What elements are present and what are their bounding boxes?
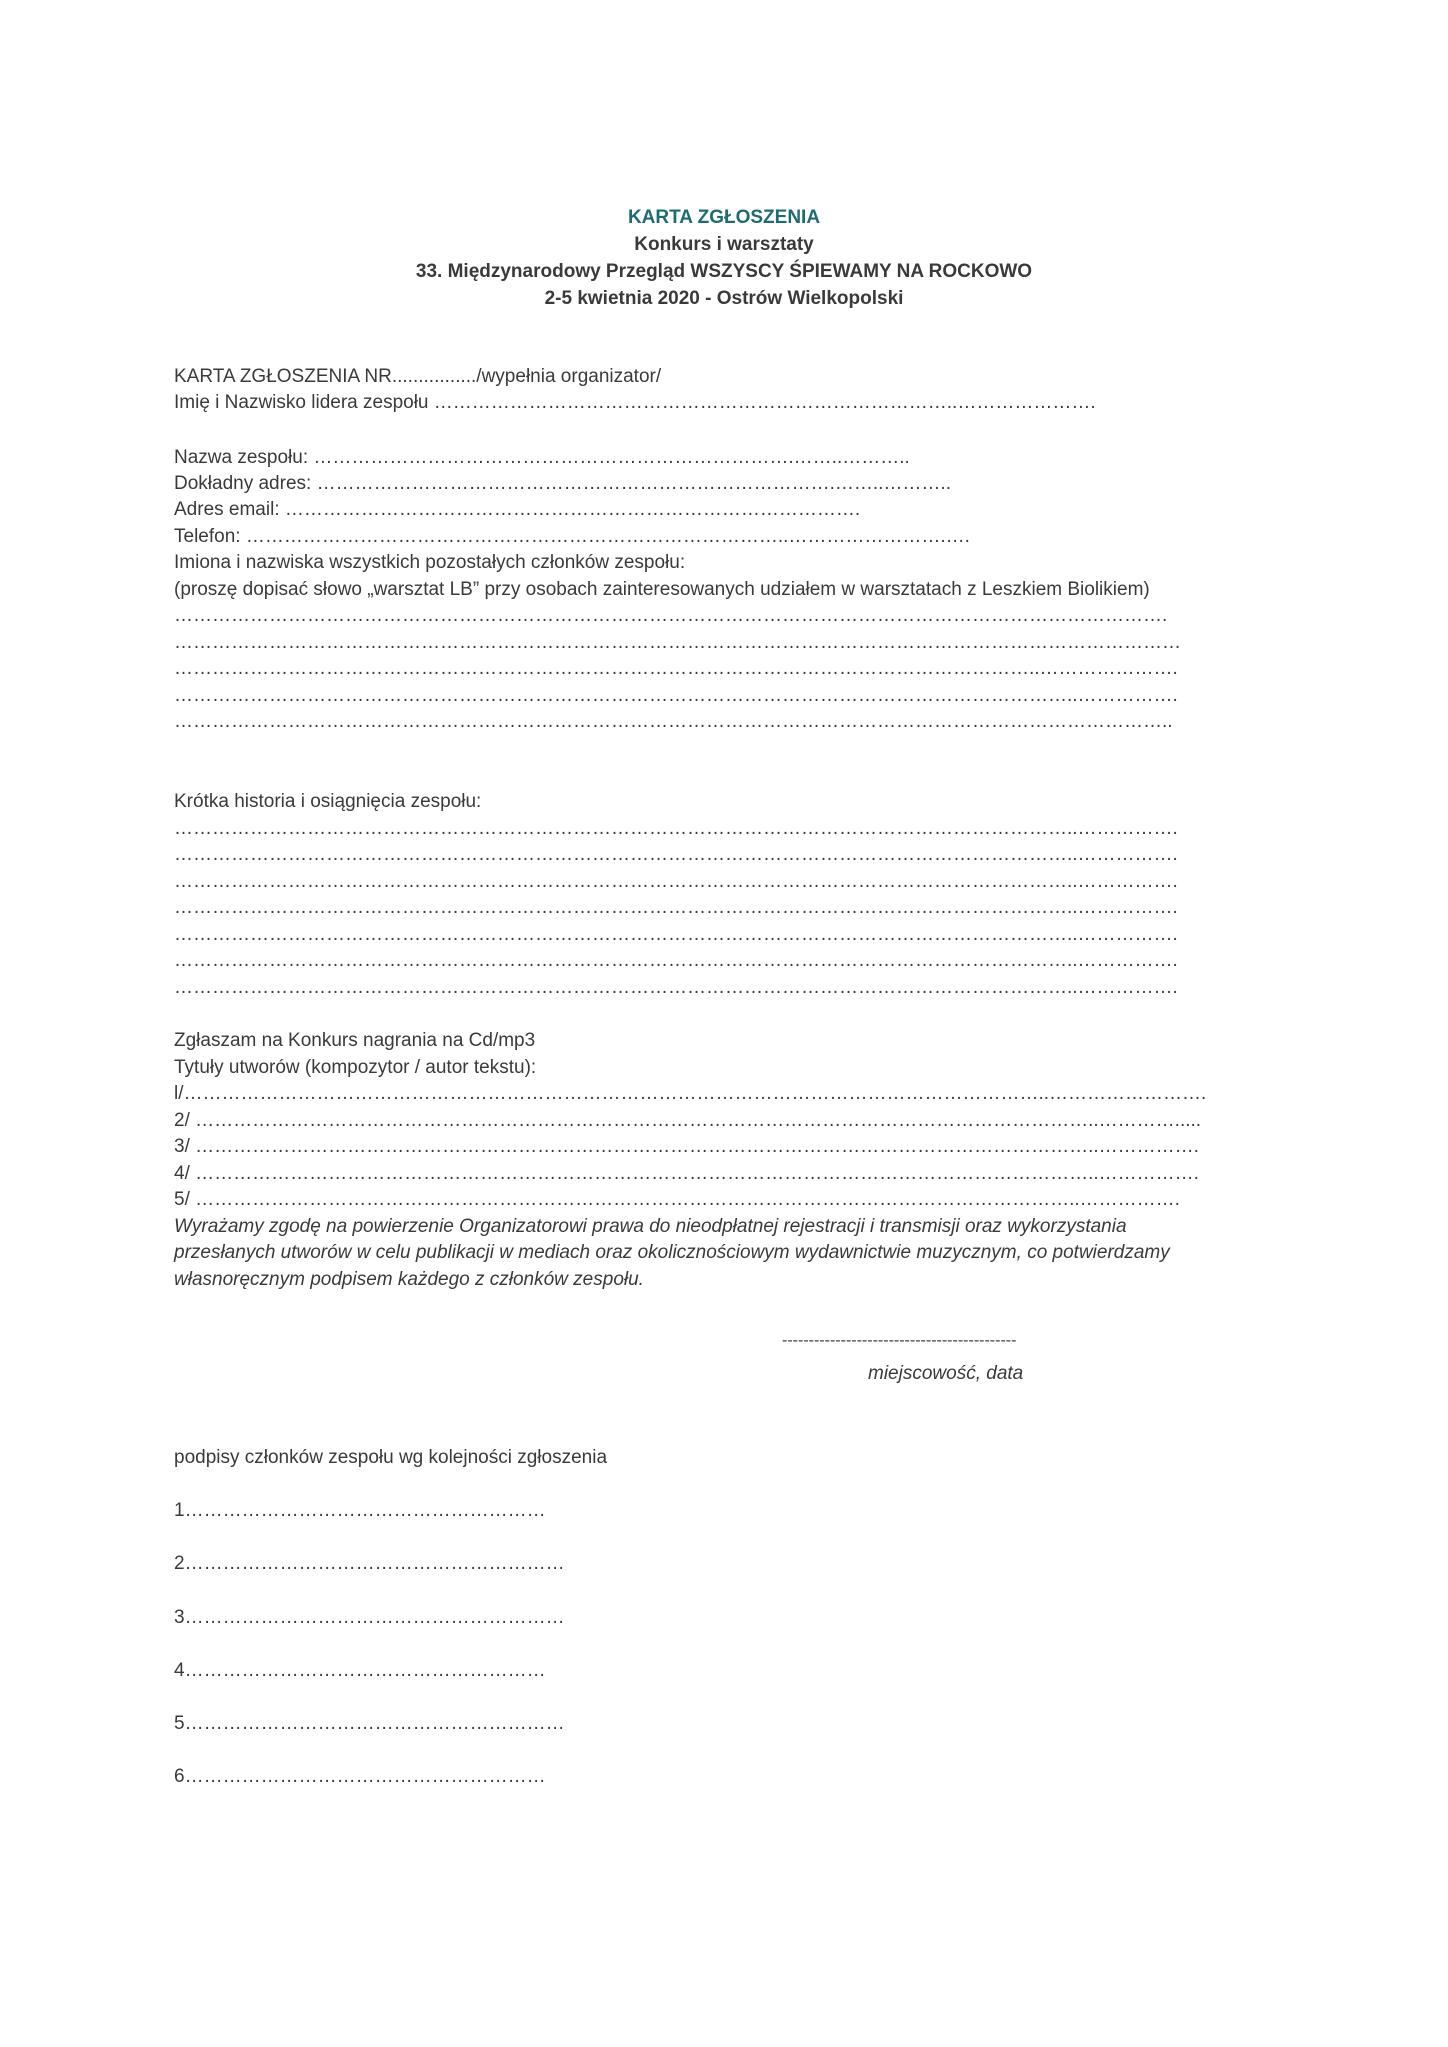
consent-text: przesłanych utworów w celu publikacji w mediach oraz okolicznościowym wydawnictwie muzycznym, co potwierdzamy <box>174 1242 1170 1263</box>
card-number-field: KARTA ZGŁOSZENIA NR................/wypełnia organizator/ <box>174 366 662 387</box>
document-header <box>0 204 1448 312</box>
title-line: 5/ …………………………………………………………………………………………………………………………..……………. <box>174 1189 1180 1210</box>
signature-line: 6………………………………………………… <box>174 1766 546 1787</box>
history-line: ……………………………………………………………………………………………………………………………..……………. <box>174 818 1178 839</box>
history-line: ……………………………………………………………………………………………………………………………..……………. <box>174 950 1178 971</box>
history-line: ……………………………………………………………………………………………………………………………..……………. <box>174 871 1178 892</box>
members-line: ………………………………………………………………………………………………………………………..…………………. <box>174 658 1178 679</box>
document-subtitle: Konkurs i warsztaty <box>634 234 814 255</box>
signatures-label: podpisy członków zespołu wg kolejności zgłoszenia <box>174 1447 608 1468</box>
leader-name-field: Imię i Nazwisko lidera zespołu ………………………………………………………………………..…………………. <box>174 392 1096 413</box>
recording-label: Zgłaszam na Konkurs nagrania na Cd/mp3 <box>174 1030 536 1051</box>
consent-text: Wyrażamy zgodę na powierzenie Organizatorowi prawa do nieodpłatnej rejestracji i transmisji oraz wykorzystania <box>174 1216 1127 1237</box>
phone-field: Telefon: …………………………………………………………………………..…………………….…. <box>174 526 970 547</box>
signature-line: 4………………………………………………… <box>174 1660 546 1681</box>
document-title: KARTA ZGŁOSZENIA <box>627 207 821 228</box>
email-field: Adres email: ………………………………………………………………………………. <box>174 499 861 520</box>
members-note: (proszę dopisać słowo „warsztat LB” przy osobach zainteresowanych udziałem w warsztatach z Leszkiem Biolikiem) <box>174 579 1150 600</box>
signature-line: 2…………………………………………………… <box>174 1553 565 1574</box>
members-line: …………………………………………………………………………………………………………………………………………… <box>174 632 1181 653</box>
event-date-place: 2-5 kwietnia 2020 - Ostrów Wielkopolski <box>544 288 904 309</box>
place-date-signature-line: -------------------------------------------- <box>782 1332 1017 1349</box>
title-line: 2/ ……………………………………………………………………………………………………………………………..…………..... <box>174 1110 1202 1131</box>
title-line: l/………………………………………………………………………………………………………………………..……………………. <box>174 1083 1207 1104</box>
signature-line: 1………………………………………………… <box>174 1500 546 1521</box>
history-line: ……………………………………………………………………………………………………………………………..……………. <box>174 924 1178 945</box>
history-line: ……………………………………………………………………………………………………………………………..……………. <box>174 844 1178 865</box>
address-field: Dokładny adres: ……………………………………………………………………….……..……….. <box>174 473 951 494</box>
event-name: 33. Międzynarodowy Przegląd WSZYSCY ŚPIEWAMY NA ROCKOWO <box>415 261 1033 282</box>
signature-line: 5…………………………………………………… <box>174 1713 565 1734</box>
place-date-label: miejscowość, data <box>868 1363 1024 1384</box>
history-label: Krótka historia i osiągnięcia zespołu: <box>174 791 482 812</box>
band-name-field: Nazwa zespołu: ………………………………………………………………….……..……….. <box>174 447 910 468</box>
members-label: Imiona i nazwiska wszystkich pozostałych członków zespołu: <box>174 552 686 573</box>
consent-text: własnoręcznym podpisem każdego z członków zespołu. <box>174 1269 644 1290</box>
title-line: 4/ ……………………………………………………………………………………………………………………………..……………. <box>174 1163 1199 1184</box>
history-line: ……………………………………………………………………………………………………………………………..……………. <box>174 897 1178 918</box>
members-line: …………………………………………………………………………………………………………………………………………. <box>174 605 1168 626</box>
members-line: ……………………………………………………………………………………………………………………………..……………. <box>174 685 1178 706</box>
members-line: ………………………………………………………………………………………………………………………………………….. <box>174 711 1173 732</box>
signature-line: 3…………………………………………………… <box>174 1607 565 1628</box>
title-line: 3/ ……………………………………………………………………………………………………………………………..……………. <box>174 1136 1199 1157</box>
titles-label: Tytuły utworów (kompozytor / autor tekstu): <box>174 1057 537 1078</box>
history-line: ……………………………………………………………………………………………………………………………..……………. <box>174 977 1178 998</box>
